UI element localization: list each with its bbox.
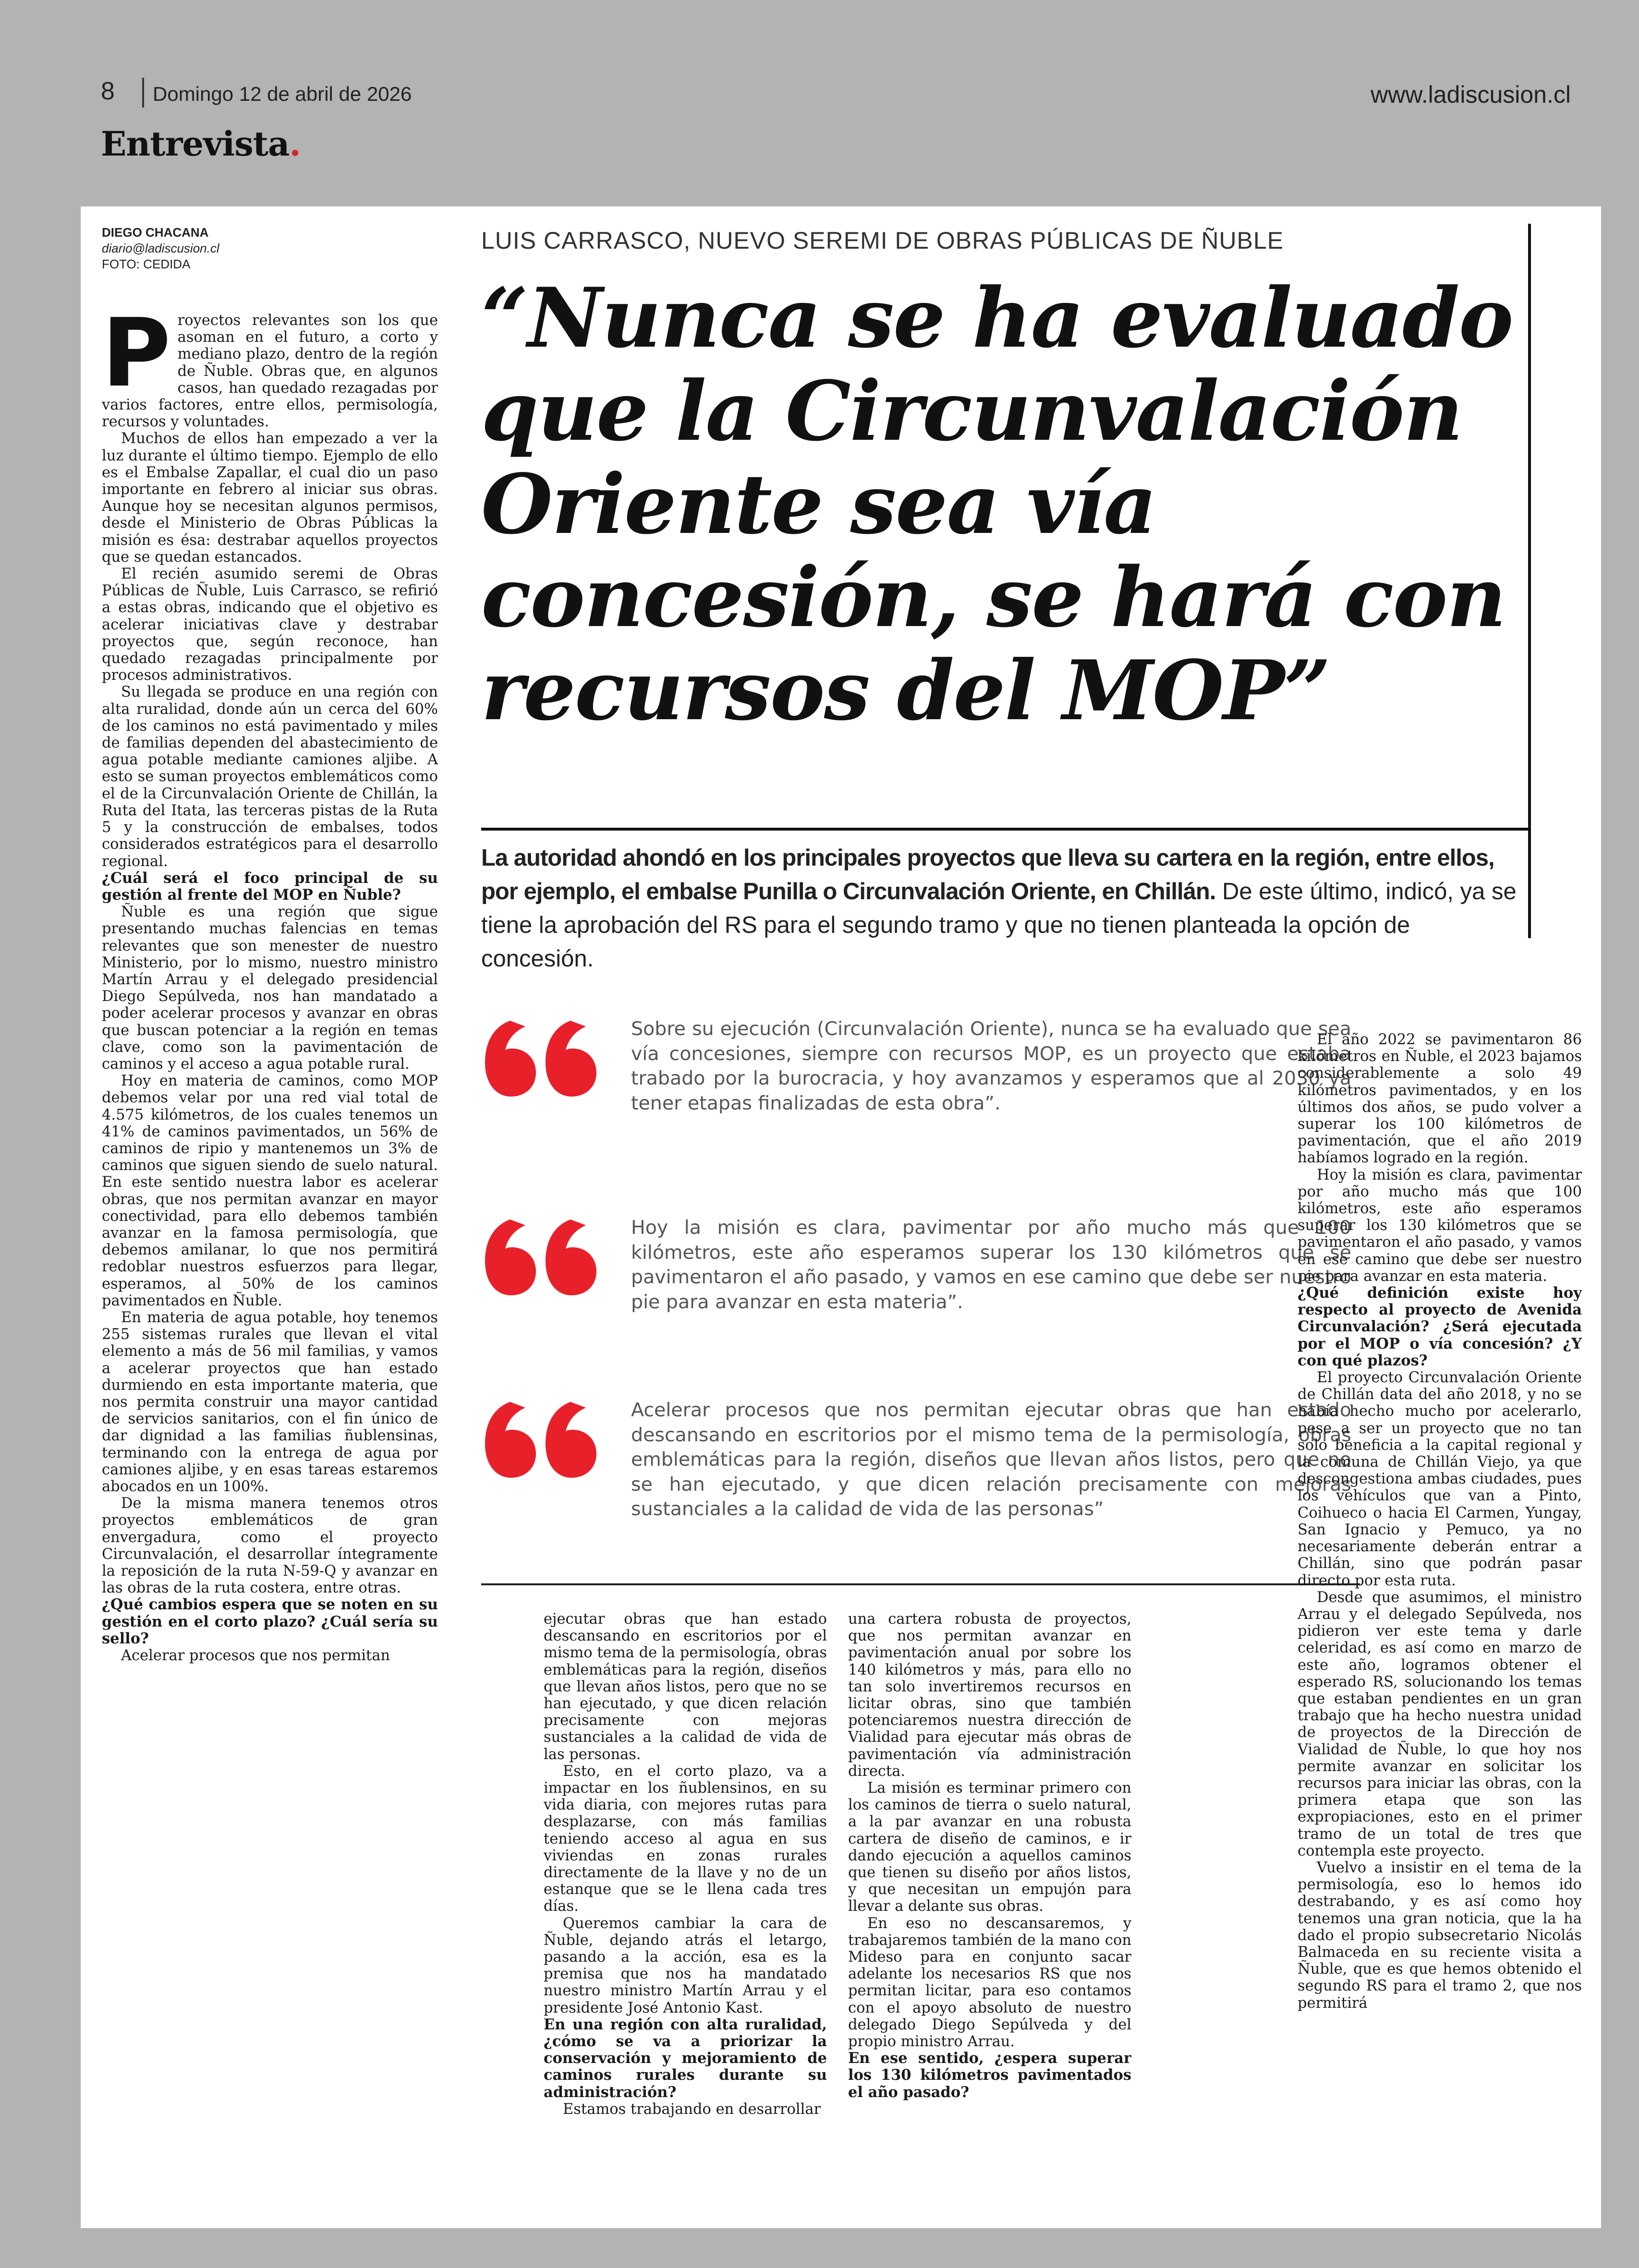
lead-regular: De este último, indicó, ya se tiene la aprobación del RS para el segundo tramo y que no tienen planteada la opción de concesión.: [481, 879, 1517, 972]
column-4: [1298, 1031, 1582, 2189]
page-number: 8: [101, 77, 115, 105]
column-3: [848, 1611, 1131, 2187]
author-email[interactable]: diario@ladiscusion.cl: [102, 241, 219, 255]
column-2: [544, 1611, 827, 2187]
issue-date: Domingo 12 de abril de 2026: [153, 83, 412, 105]
paragraph: ejecutar obras que han estado descansando en escritorios por el mismo tema de la permisología, obras emblemáticas para la región, diseños que llevan años listos, pero que no se han ejecutado, y que dicen relación precisamente con mejoras sustanciales a la calidad de vida de las personas.: [544, 1611, 827, 1763]
quote-mark-icon: [481, 1216, 601, 1297]
paragraph: Acelerar procesos que nos permitan: [121, 1647, 390, 1665]
pull-quote-rule: [481, 1583, 1360, 1585]
headline: “Nunca se ha evaluado que la Circunvalación Oriente sea vía concesión, se hará con recursos del MOP”: [481, 270, 1513, 739]
drop-cap: P: [102, 312, 171, 408]
section-dot: .: [289, 124, 301, 164]
photo-credit: FOTO: CEDIDA: [102, 257, 191, 271]
paragraph: Muchos de ellos han empezado a ver la luz durante el último tiempo. Ejemplo de ello es el Embalse Zapallar, el cual dio un paso importante en febrero al iniciar sus obras. Aunque hoy se necesitan algunos permisos, desde el Ministerio de Obras Públicas la misión es ésa: destrabar aquellos proyectos que se quedan estancados.: [102, 430, 438, 566]
paragraph: En materia de agua potable, hoy tenemos 255 sistemas rurales que llevan el vital elemento a más de 56 mil familias, y vamos a acelerar proyectos que han estado durmiendo en esta importante materia, que nos permita construir una mayor cantidad de servicios sanitarios, con el fin único de dar dignidad a las familias ñublensinas, terminando con la entrega de agua por camiones aljibe, y en esas tareas estaremos abocados en un 100%.: [102, 1309, 438, 1496]
website-link[interactable]: www.ladiscusion.cl: [1371, 81, 1571, 108]
paragraph: El proyecto Circunvalación Oriente de Chillán data del año 2018, y no se había hecho mucho por acelerarlo, pese a ser un proyecto que no tan solo beneficia a la capital regional y la comuna de Chillán Viejo, ya que descongestiona ambas ciudades, pues los vehículos que van a Pinto, Coihueco o hacia El Carmen, Yungay, San Ignacio y Pemuco, ya no necesariamente deberán entrar a Chillán, sino que podrán pasar directo por esta ruta.: [1298, 1369, 1582, 1589]
author-name: DIEGO CHACANA: [102, 225, 209, 240]
pull-quote: [481, 1017, 1360, 1161]
interview-question: ¿Cuál será el foco principal de su gestión al frente del MOP en Ñuble?: [102, 869, 438, 904]
quote-mark-icon: [481, 1017, 601, 1098]
headline-rule-horizontal: [481, 828, 1531, 831]
paragraph: Vuelvo a insistir en el tema de la permisología, eso lo hemos ido destrabando, y es así como hoy tenemos una gran noticia, que la ha dado el propio subsecretario Nicolás Balmaceda en su reciente visita a Ñuble, que es que hemos obtenido el segundo RS para el tramo 2, que nos permitirá: [1298, 1859, 1582, 2012]
kicker: LUIS CARRASCO, NUEVO SEREMI DE OBRAS PÚBLICAS DE ÑUBLE: [481, 227, 1284, 254]
section-title: [101, 124, 301, 164]
article-page: [81, 206, 1601, 2228]
interview-question: ¿Qué cambios espera que se noten en su gestión en el corto plazo? ¿Cuál sería su sello?: [102, 1596, 438, 1647]
paragraph: royectos relevantes son los que asoman en el futuro, a corto y mediano plazo, dentro de la región de Ñuble. Obras que, en algunos casos, han quedado rezagadas por varios factores, entre ellos, permisología, recursos y voluntades.: [102, 312, 438, 431]
paragraph: El año 2022 se pavimentaron 86 kilómetros en Ñuble, el 2023 bajamos considerablemente a solo 49 kilómetros pavimentados, y en los últimos dos años, se pudo volver a superar los 100 kilómetros de pavimentación, que el año 2019 habíamos logrado en la región.: [1298, 1031, 1582, 1167]
paragraph: Ñuble es una región que sigue presentando muchas falencias en temas relevantes que son menester de nuestro Ministerio, por lo mismo, nuestro ministro Martín Arrau y el delegado presidencial Diego Sepúlveda, nos han mandatado a poder acelerar procesos y avanzar en obras que buscan potenciar a la región en temas clave, como son la pavimentación de caminos y el acceso a agua potable rural.: [102, 904, 438, 1073]
pull-quote: [481, 1216, 1360, 1331]
lead-bold: La autoridad ahondó en los principales proyectos que lleva su cartera en la región, entre ellos, por ejemplo, el embalse Punilla o Circunvalación Oriente, en Chillán.: [481, 845, 1494, 905]
paragraph: Queremos cambiar la cara de Ñuble, dejando atrás el letargo, pasando a la acción, esa es la premisa que nos ha mandatado nuestro ministro Martín Arrau y el presidente José Antonio Kast.: [544, 1915, 827, 2016]
pull-quote-text: Sobre su ejecución (Circunvalación Oriente), nunca se ha evaluado que sea vía concesiones, siempre con recursos MOP, es un proyecto que estaba trabado por la burocracia, y hoy avanzamos y esperamos que al 2030 ya tener etapas finalizadas de esta obra”.: [631, 1018, 1351, 1114]
paragraph: Estamos trabajando en desarrollar: [563, 2100, 821, 2118]
headline-rule-vertical: [1528, 224, 1531, 938]
paragraph: Hoy la misión es clara, pavimentar por año mucho más que 100 kilómetros, este año esperamos superar los 130 kilómetros que se pavimentaron el año pasado, y vamos en ese camino que debe ser nuestro pie para avanzar en esta materia.: [1298, 1166, 1582, 1285]
byline: [102, 225, 219, 272]
header-separator: [142, 78, 144, 108]
quote-mark-icon: [481, 1398, 601, 1480]
pull-quote-text: Acelerar procesos que nos permitan ejecutar obras que han estado descansando en escritorios por el mismo tema de la permisología, obras emblemáticas para la región, diseños que llevan años listos, pero que no se han ejecutado, y que dicen relación precisamente con mejoras sustanciales a la calidad de vida de las personas”: [631, 1399, 1351, 1520]
paragraph: Esto, en el corto plazo, va a impactar en los ñublensinos, en su vida diaria, con mejores rutas para desplazarse, con más familias teniendo acceso al agua en sus viviendas en zonas rurales directamente de la llave y no de un estanque que se le llena cada tres días.: [544, 1762, 827, 1915]
interview-question: En ese sentido, ¿espera superar los 130 kilómetros pavimentados el año pasado?: [848, 2050, 1131, 2101]
paragraph: una cartera robusta de proyectos, que nos permitan avanzar en pavimentación anual por sobre los 140 kilómetros y más, para ello no tan solo invertiremos recursos en licitar obras, sino que también potenciaremos nuestra dirección de Vialidad para ejecutar más obras de pavimentación vía administración directa.: [848, 1611, 1131, 1780]
paragraph: La misión es terminar primero con los caminos de tierra o suelo natural, a la par avanzar en una robusta cartera de diseño de caminos, e ir dando ejecución a aquellos caminos que tienen su diseño por años listos, y que necesitan un empujón para llevar a delante sus obras.: [848, 1780, 1131, 1915]
pull-quote: [481, 1398, 1360, 1542]
pull-quote-text: Hoy la misión es clara, pavimentar por año mucho más que 100 kilómetros, este año esperamos superar los 130 kilómetros que se pavimentaron el año pasado, y vamos en ese camino que debe ser nuestro pie para avanzar en esta materia”.: [631, 1217, 1351, 1313]
section-name: Entrevista: [101, 124, 290, 164]
paragraph: De la misma manera tenemos otros proyectos emblemáticos de gran envergadura, como el proyecto Circunvalación, el desarrollar íntegramente la reposición de la ruta N-59-Q y avanzar en las obras de la ruta costera, entre otras.: [102, 1495, 438, 1597]
column-1: [102, 312, 438, 2184]
paragraph: El recién asumido seremi de Obras Públicas de Ñuble, Luis Carrasco, se refirió a estas obras, indicando que el objetivo es acelerar iniciativas clave y destrabar proyectos que, según reconoce, han quedado rezagadas principalmente por procesos administrativos.: [102, 566, 438, 684]
paragraph: Su llegada se produce en una región con alta ruralidad, donde aún un cerca del 60% de los caminos no está pavimentado y miles de familias dependen del abastecimiento de agua potable mediante camiones aljibe. A esto se suman proyectos emblemáticos como el de la Circunvalación Oriente de Chillán, la Ruta del Itata, las terceras pistas de la Ruta 5 y la construcción de embalses, todos considerados estratégicos para el desarrollo regional.: [102, 684, 438, 870]
paragraph: Hoy en materia de caminos, como MOP debemos velar por una red vial total de 4.575 kilómetros, de los cuales tenemos un 41% de caminos pavimentados, un 56% de caminos de ripio y mantenemos un 3% de caminos que siguen siendo de suelo natural. En este sentido nuestra labor es acelerar obras, que nos permitan avanzar en mayor conectividad, para ello debemos también avanzar en la famosa permisología, que debemos amilanar, lo que nos permitirá redoblar nuestros esfuerzos para llegar, esperamos, al 50% de los caminos pavimentados en Ñuble.: [102, 1073, 438, 1309]
paragraph: En eso no descansaremos, y trabajaremos también de la mano con Mideso para en conjunto sacar adelante los necesarios RS que nos permitan licitar, para eso contamos con el apoyo absoluto de nuestro delegado Diego Sepúlveda y del propio ministro Arrau.: [848, 1915, 1131, 2051]
interview-question: En una región con alta ruralidad, ¿cómo se va a priorizar la conservación y mejoramiento de caminos rurales durante su administración?: [544, 2015, 827, 2101]
interview-question: ¿Qué definición existe hoy respecto al proyecto de Avenida Circunvalación? ¿Será ejecutada por el MOP o vía concesión? ¿Y con qué plazos?: [1298, 1284, 1582, 1369]
lead: [481, 841, 1528, 976]
paragraph: Desde que asumimos, el ministro Arrau y el delegado Sepúlveda, nos pidieron ver este tema y darle celeridad, es así como en marzo de este año, logramos obtener el esperado RS, solucionando los temas que estaban pendientes en un gran trabajo que ha hecho nuestra unidad de proyectos de la Dirección de Vialidad de Ñuble, lo que hoy nos permite avanzar en solicitar los recursos para iniciar las obras, con la primera etapa que son las expropiaciones, esto en el primer tramo de un total de tres que contempla este proyecto.: [1298, 1589, 1582, 1859]
